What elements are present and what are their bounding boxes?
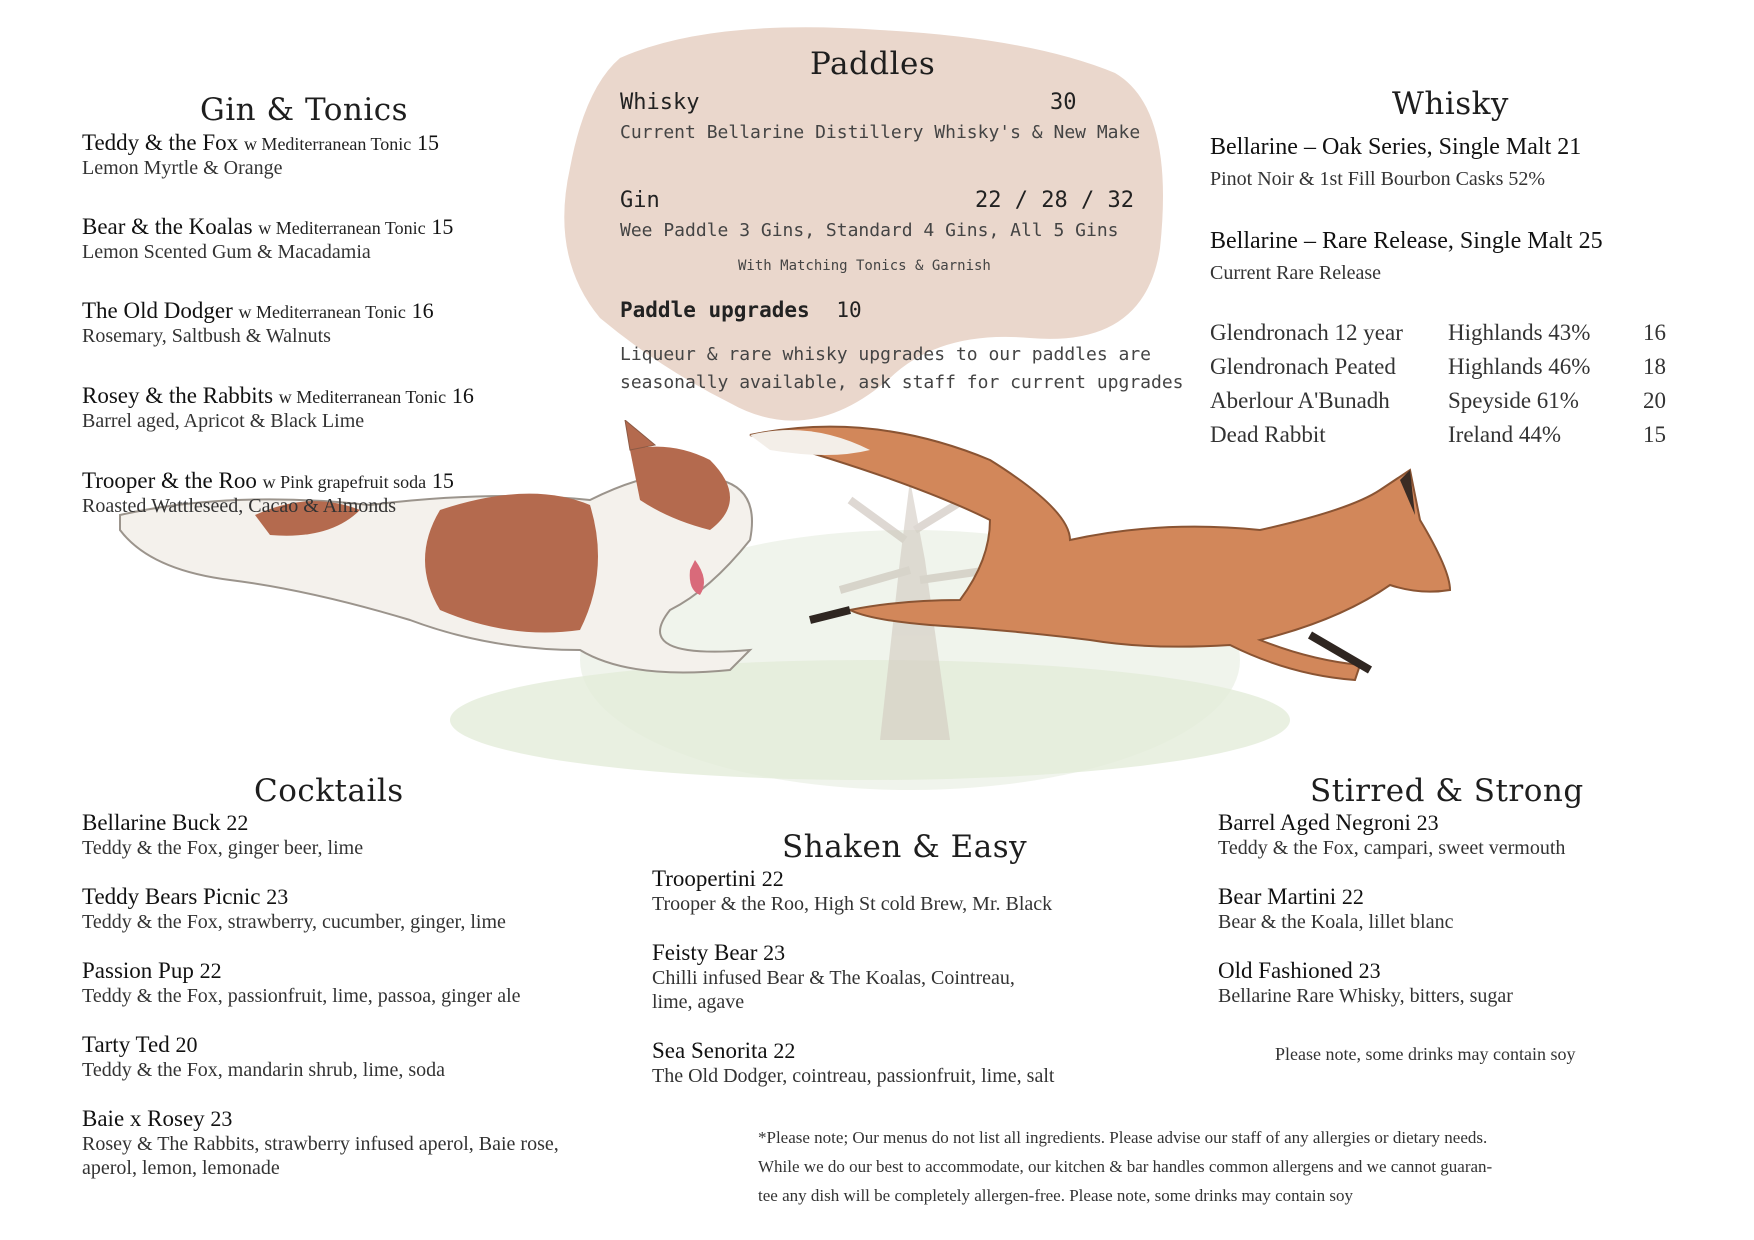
- paddle-upgrades-price: 10: [836, 298, 862, 322]
- whisky-featured-item: [1210, 228, 1603, 285]
- shaken-desc-line2: lime, agave: [652, 991, 745, 1013]
- gin-item: [82, 298, 434, 348]
- whisky-list-name: Dead Rabbit: [1210, 422, 1326, 447]
- gin-item: [82, 468, 454, 518]
- paddle-whisky-price: 30: [1050, 90, 1077, 115]
- cocktail-item: [82, 1032, 445, 1082]
- shaken-desc: Trooper & the Roo, High St cold Brew, Mr. Black: [652, 893, 1053, 915]
- gin-item-price: 16: [411, 298, 434, 323]
- shaken-price: 23: [763, 940, 786, 965]
- paddles-title: Paddles: [810, 46, 936, 82]
- shaken-desc: Chilli infused Bear & The Koalas, Cointreau,: [652, 967, 1015, 989]
- cocktail-desc-line2: aperol, lemon, lemonade: [82, 1157, 280, 1179]
- whisky-list-region: Speyside 61%: [1448, 388, 1579, 413]
- cocktail-desc: Teddy & the Fox, mandarin shrub, lime, soda: [82, 1059, 445, 1081]
- whisky-title: Whisky: [1392, 86, 1509, 122]
- cocktails-title: Cocktails: [254, 773, 404, 809]
- shaken-name: Feisty Bear: [652, 940, 758, 965]
- cocktail-name: Tarty Ted: [82, 1032, 170, 1057]
- stirred-item: [1218, 884, 1453, 934]
- gin-item-name: Teddy & the Fox: [82, 130, 239, 155]
- whisky-featured-item: [1210, 134, 1581, 191]
- shaken-price: 22: [773, 1038, 796, 1063]
- cocktail-name: Baie x Rosey: [82, 1106, 205, 1131]
- whisky-list-region: Highlands 46%: [1448, 354, 1591, 379]
- gin-item-tonic: w Pink grapefruit soda: [262, 472, 427, 492]
- gin-item-price: 15: [417, 130, 440, 155]
- stirred-desc: Teddy & the Fox, campari, sweet vermouth: [1218, 837, 1566, 859]
- cocktail-item: [82, 810, 363, 860]
- soy-note: Please note, some drinks may contain soy: [1275, 1044, 1576, 1064]
- shaken-name: Troopertini: [652, 866, 756, 891]
- allergen-note-line-2: While we do our best to accommodate, our kitchen & bar handles common allergens and we cannot guaran-: [758, 1157, 1493, 1176]
- paddle-gin-desc: Wee Paddle 3 Gins, Standard 4 Gins, All 5 Gins: [620, 220, 1119, 241]
- whisky-list-name: Aberlour A'Bunadh: [1210, 388, 1390, 413]
- stirred-name: Bear Martini: [1218, 884, 1337, 909]
- gin-tonics-title: Gin & Tonics: [200, 92, 409, 128]
- shaken-item: [652, 1038, 1054, 1088]
- gin-item: [82, 383, 474, 433]
- cocktail-name: Teddy Bears Picnic: [82, 884, 261, 909]
- paddle-gin-note: With Matching Tonics & Garnish: [738, 258, 991, 274]
- gin-item: [82, 130, 439, 180]
- gin-item-name: Rosey & the Rabbits: [82, 383, 274, 408]
- cocktail-item: [82, 1106, 559, 1180]
- cocktail-item: [82, 884, 506, 934]
- whisky-list-region: Highlands 43%: [1448, 320, 1591, 345]
- stirred-desc: Bellarine Rare Whisky, bitters, sugar: [1218, 985, 1513, 1007]
- whisky-list-price: 20: [1643, 388, 1666, 413]
- gin-item-desc: Lemon Scented Gum & Macadamia: [82, 241, 371, 263]
- stirred-price: 22: [1341, 884, 1364, 909]
- shaken-title: Shaken & Easy: [782, 829, 1028, 865]
- cocktail-name: Bellarine Buck: [82, 810, 221, 835]
- cocktail-item: [82, 958, 521, 1008]
- cocktail-price: 20: [175, 1032, 198, 1057]
- whisky-featured-price: 21: [1557, 134, 1582, 160]
- stirred-name: Old Fashioned: [1218, 958, 1353, 983]
- shaken-desc: The Old Dodger, cointreau, passionfruit, lime, salt: [652, 1065, 1055, 1087]
- whisky-list-region: Ireland 44%: [1448, 422, 1562, 447]
- stirred-item: [1218, 958, 1513, 1008]
- whisky-featured-desc: Pinot Noir & 1st Fill Bourbon Casks 52%: [1210, 168, 1546, 190]
- gin-item-price: 15: [431, 468, 454, 493]
- gin-item-name: Bear & the Koalas: [82, 214, 253, 239]
- gin-item-name: Trooper & the Roo: [82, 468, 257, 493]
- whisky-featured-price: 25: [1578, 228, 1603, 254]
- gin-item: [82, 214, 453, 264]
- cocktail-desc: Teddy & the Fox, ginger beer, lime: [82, 837, 364, 859]
- gin-item-desc: Lemon Myrtle & Orange: [82, 157, 283, 179]
- whisky-featured-name: Bellarine – Oak Series, Single Malt: [1210, 134, 1552, 160]
- shaken-price: 22: [761, 866, 784, 891]
- gin-item-desc: Roasted Wattleseed, Cacao & Almonds: [82, 495, 397, 517]
- whisky-list-name: Glendronach 12 year: [1210, 320, 1403, 345]
- paddle-upgrades-desc-1: Liqueur & rare whisky upgrades to our paddles are: [620, 344, 1152, 365]
- paddle-gin-price: 22 / 28 / 32: [975, 188, 1134, 213]
- stirred-price: 23: [1358, 958, 1381, 983]
- allergen-note-line-1: *Please note; Our menus do not list all ingredients. Please advise our staff of any allergies or dietary needs.: [758, 1128, 1488, 1147]
- gin-item-price: 16: [451, 383, 474, 408]
- gin-item-name: The Old Dodger: [82, 298, 233, 323]
- cocktail-price: 23: [266, 884, 289, 909]
- paddle-upgrades-label: Paddle upgrades: [620, 298, 810, 322]
- gin-item-tonic: w Mediterranean Tonic: [238, 302, 406, 322]
- stirred-title: Stirred & Strong: [1310, 773, 1584, 809]
- cocktail-price: 23: [210, 1106, 233, 1131]
- cocktail-price: 22: [199, 958, 222, 983]
- paddle-upgrades-name: [620, 298, 862, 322]
- whisky-list-price: 18: [1643, 354, 1666, 379]
- paddle-upgrades-desc-2: seasonally available, ask staff for current upgrades: [620, 372, 1184, 393]
- dog-icon: [120, 420, 752, 673]
- gin-item-tonic: w Mediterranean Tonic: [243, 134, 412, 154]
- stirred-price: 23: [1416, 810, 1439, 835]
- paddle-gin-name: Gin: [620, 188, 660, 213]
- cocktail-desc: Teddy & the Fox, strawberry, cucumber, ginger, lime: [82, 911, 506, 933]
- shaken-item: [652, 940, 1015, 1014]
- stirred-desc: Bear & the Koala, lillet blanc: [1218, 911, 1454, 933]
- cocktail-desc: Teddy & the Fox, passionfruit, lime, passoa, ginger ale: [82, 985, 521, 1007]
- shaken-item: [652, 866, 1052, 916]
- whisky-featured-desc: Current Rare Release: [1210, 262, 1382, 284]
- shaken-name: Sea Senorita: [652, 1038, 768, 1063]
- gin-item-tonic: w Mediterranean Tonic: [258, 218, 426, 238]
- gin-item-tonic: w Mediterranean Tonic: [278, 387, 447, 407]
- stirred-name: Barrel Aged Negroni: [1218, 810, 1411, 835]
- whisky-list-price: 15: [1643, 422, 1666, 447]
- gin-item-desc: Rosemary, Saltbush & Walnuts: [82, 325, 331, 347]
- paddle-whisky-desc: Current Bellarine Distillery Whisky's & New Make: [620, 122, 1141, 143]
- paddle-whisky-name: Whisky: [620, 90, 700, 115]
- whisky-featured-name: Bellarine – Rare Release, Single Malt: [1210, 228, 1573, 254]
- gin-item-price: 15: [431, 214, 454, 239]
- gin-item-desc: Barrel aged, Apricot & Black Lime: [82, 410, 365, 432]
- whisky-list-name: Glendronach Peated: [1210, 354, 1396, 379]
- whisky-list-price: 16: [1643, 320, 1666, 345]
- cocktail-desc: Rosey & The Rabbits, strawberry infused aperol, Baie rose,: [82, 1133, 559, 1155]
- stirred-item: [1218, 810, 1565, 860]
- cocktail-name: Passion Pup: [82, 958, 194, 983]
- cocktail-price: 22: [226, 810, 249, 835]
- allergen-note-line-3: tee any dish will be completely allergen-free. Please note, some drinks may contain soy: [758, 1186, 1353, 1205]
